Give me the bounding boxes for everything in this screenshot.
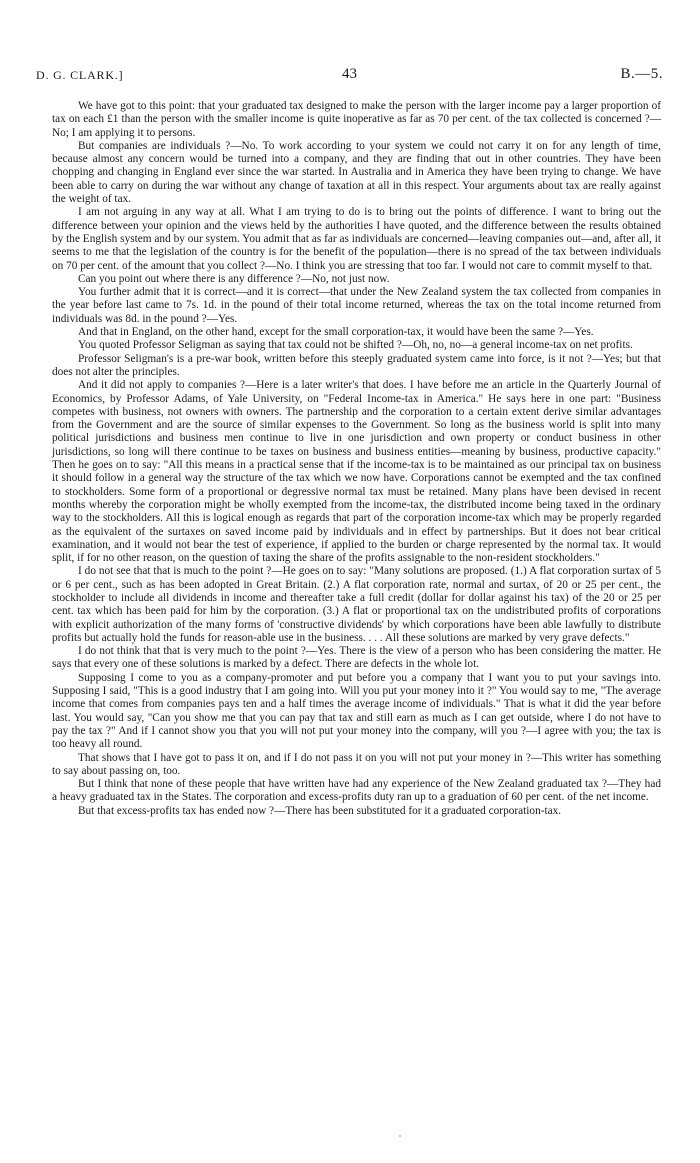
paragraph: I do not see that that is much to the point ?—He goes on to say: "Many solutions are proposed. (1.) A flat corporation surtax of 5 or 6 per cent., such as has been adopted in Great Britain. (2.) A flat corporation rate, normal and surtax, of 20 or 25 per cent., the stockholder to include all dividends in income and thereafter take a full credit (dollar for dollar against his tax) of the 20 or 25 per cent. tax which has been paid for him by the corporation. (3.) A flat or proportional tax on the undistributed profits of corporations with explicit authorization of the many forms of 'constructive dividends' by which corporations have been able lawfully to distribute profits but actually hold the funds for reason-able use in the business. . . . All these solutions are marked by very grave defects." [52, 565, 661, 644]
paragraph: We have got to this point: that your graduated tax designed to make the person with the larger income pay a larger proportion of tax on each £1 than the person with the smaller income is quite inoperative as far as 70 per cent. of the tax collected is concerned ?—No; I am applying it to persons. [52, 100, 661, 139]
paragraph: But I think that none of these people that have written have had any experience of the New Zealand graduated tax ?—They had a heavy graduated tax in the States. The corporation and excess-profits duty ran up to a graduation of 60 per cent. of the net income. [52, 778, 661, 804]
paragraph: But companies are individuals ?—No. To work according to your system we could not carry it on for any length of time, because almost any concern would be turned into a company, and they are finding that out in other countries. They have been chopping and changing in England ever since the war started. In Australia and in America they have been trying to change. We have been able to carry on during the war without any change of taxation at all in this respect. Your arguments about tax are really against the weight of tax. [52, 139, 661, 206]
page-header [36, 66, 663, 86]
page-number: 43 [342, 66, 357, 82]
header-witness-name: D. G. CLARK.] [36, 68, 124, 82]
paragraph: You further admit that it is correct—and it is correct—that under the New Zealand system the tax collected from companies in the year before last came to 7s. 1d. in the pound of their total income returned, whereas the tax on the total income returned from individuals was 8d. in the pound ?—Yes. [52, 286, 661, 325]
paragraph: And it did not apply to companies ?—Here is a later writer's that does. I have before me an article in the Quarterly Journal of Economics, by Professor Adams, of Yale University, on "Federal Income-tax in America." He says here in one part: "Business competes with business, not owners with owners. The partnership and the corporation to a certain extent derive similar advantages from the Government and are the source of similar expenses to the Government. So long as the business world is split into many political jurisdictions and business men continue to live in one jurisdiction and own property or conduct business in other jurisdictions, so long will there continue to be taxes on business and business entities—meaning by business, productive capacity." Then he goes on to say: "All this means in a practical sense that if the income-tax is to be maintained as our principal tax on business it should follow in a general way the structure of the tax which we now have. Corporations cannot be exempted and the tax confined to stockholders. Some form of a proportional or degressive normal tax must be retained. Many plans have been devised in recent months whereby the corporation might be wholly exempted from the income-tax, the distributed income being taxed in the ordinary way to the stockholders. All this is logical enough as regards that part of the corporation income-tax which may be properly regarded as the equivalent of the surtaxes on saved income paid by individuals and in effect by partnerships. But it does not bear critical examination, and it would not bear the test of experience, if applied to the burden or charge represented by the normal tax. It would split, if for no other reason, on the question of taxing the share of the profits assignable to the non-resident stockholders." [52, 379, 661, 565]
paragraph: I am not arguing in any way at all. What I am trying to do is to bring out the points of difference. I want to bring out the difference between your opinion and the views held by the authorities I have quoted, and the difference between the results obtained by the English system and by our system. You admit that as far as individuals are concerned—leaving companies out—and, after all, it seems to me that the legislation of the country is for the benefit of the population—there is no spread of the tax between individuals on 70 per cent. of the amount that you collect ?—No. I think you are stressing that too far. I would not care to commit myself to that. [52, 206, 661, 272]
scan-speck [399, 1135, 401, 1137]
paragraph: Professor Seligman's is a pre-war book, written before this steeply graduated system came into force, is it not ?—Yes; but that does not alter the principles. [52, 352, 661, 378]
document-body [52, 100, 661, 818]
paragraph: I do not think that that is very much to the point ?—Yes. There is the view of a person who has been considering the matter. He says that every one of these solutions is marked by a defect. There are defects in the whole lot. [52, 645, 661, 671]
paragraph: You quoted Professor Seligman as saying that tax could not be shifted ?—Oh, no, no—a general income-tax on net profits. [78, 339, 633, 352]
document-reference: B.—5. [620, 66, 663, 82]
paragraph: That shows that I have got to pass it on, and if I do not pass it on you will not put your money in ?—This writer has something to say about passing on, too. [52, 751, 661, 777]
paragraph: Can you point out where there is any difference ?—No, not just now. [78, 272, 390, 285]
paragraph: And that in England, on the other hand, except for the small corporation-tax, it would have been the same ?—Yes. [78, 326, 594, 339]
paragraph: Supposing I come to you as a company-promoter and put before you a company that I want you to put your savings into. Supposing I said, "This is a good industry that I am going into. Will you put your money into it ?" You would say to me, "The average income that comes from companies pays ten and a half times the average income of individuals." That is what it did the year before last. You would say, "Can you show me that you can pay that tax and still earn as much as I can get outside, where I do not have to pay the tax ?" And if I cannot show you that you will not put your money into the company, will you ?—I agree with you; the tax is too heavy all round. [52, 671, 661, 751]
paragraph: But that excess-profits tax has ended now ?—There has been substituted for it a graduated corporation-tax. [78, 804, 562, 817]
